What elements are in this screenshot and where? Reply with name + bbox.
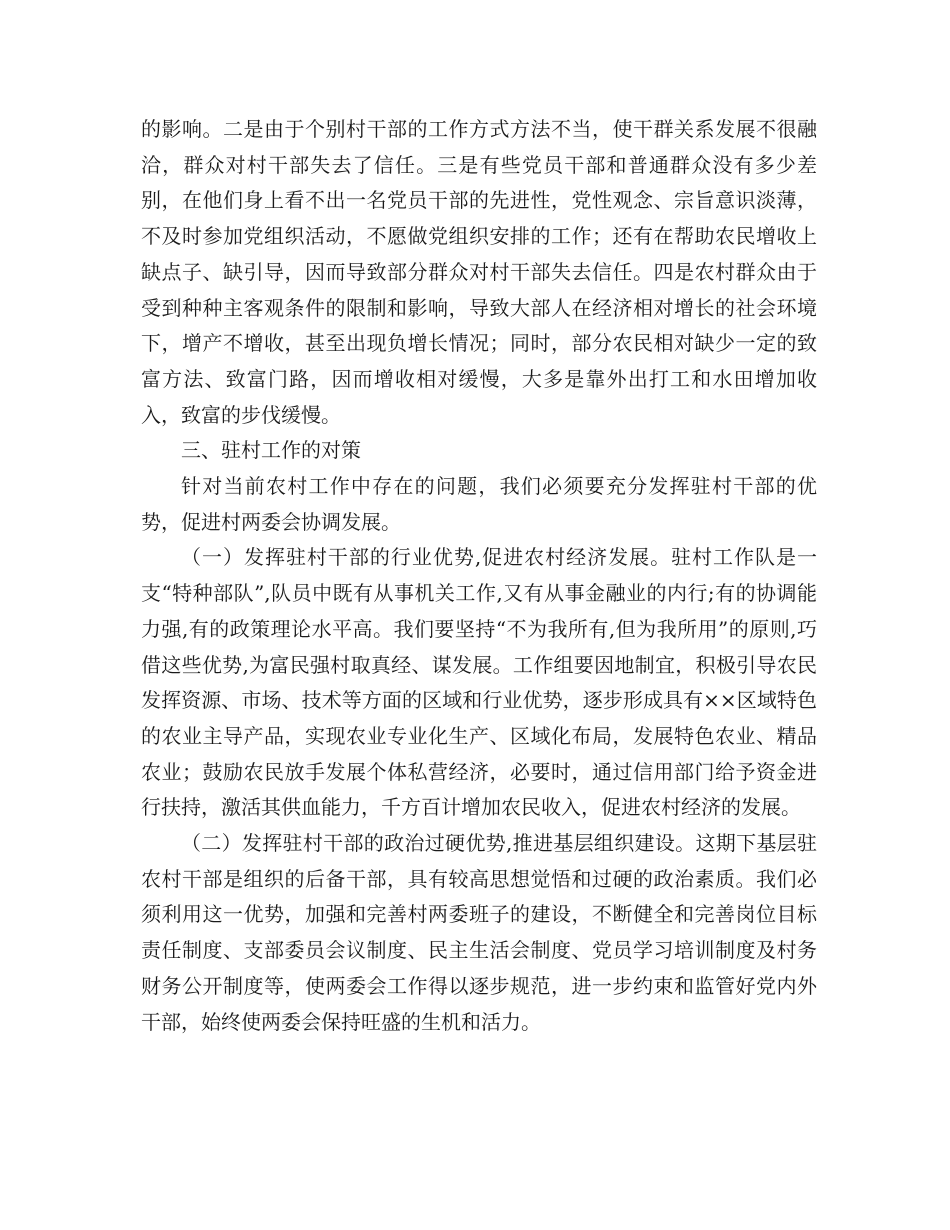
paragraph-point-two: （二）发挥驻村干部的政治过硬优势,推进基层组织建设。这期下基层驻农村干部是组织的后备干部，具有较高思想觉悟和过硬的政治素质。我们必须利用这一优势，加强和完善村两委班子的建设，不断健全和完善岗位目标责任制度、支部委员会议制度、民主生活会制度、党员学习培训制度及村务财务公开制度等，使两委会工作得以逐步规范，进一步约束和监管好党内外干部，始终使两委会保持旺盛的生机和活力。 (141, 831, 817, 1034)
section-heading: 三、驻村工作的对策 (181, 438, 361, 463)
paragraph-point-one: （一）发挥驻村干部的行业优势,促进农村经济发展。驻村工作队是一支“特种部队”,队员中既有从事机关工作,又有从事金融业的内行;有的协调能力强,有的政策理论水平高。我们要坚持“不为我所有,但为我所用”的原则,巧借这些优势,为富民强村取真经、谋发展。工作组要因地制宜，积极引导农民发挥资源、市场、技术等方面的区域和行业优势，逐步形成具有××区域特色的农业主导产品，实现农业专业化生产、区域化布局，发展特色农业、精品农业；鼓励农民放手发展个体私营经济，必要时，通过信用部门给予资金进行扶持，激活其供血能力，千方百计增加农民收入，促进农村经济的发展。 (141, 545, 817, 820)
paragraph-continuation: 的影响。二是由于个别村干部的工作方式方法不当，使干群关系发展不很融洽，群众对村干部失去了信任。三是有些党员干部和普通群众没有多少差别，在他们身上看不出一名党员干部的先进性，党性观念、宗旨意识淡薄，不及时参加党组织活动，不愿做党组织安排的工作；还有在帮助农民增收上缺点子、缺引导，因而导致部分群众对村干部失去信任。四是农村群众由于受到种种主客观条件的限制和影响，导致大部人在经济相对增长的社会环境下，增产不增收，甚至出现负增长情况；同时，部分农民相对缺少一定的致富方法、致富门路，因而增收相对缓慢，大多是靠外出打工和水田增加收入，致富的步伐缓慢。 (141, 117, 817, 427)
document-body (141, 112, 817, 1040)
paragraph-intro: 针对当前农村工作中存在的问题，我们必须要充分发挥驻村干部的优势，促进村两委会协调发展。 (141, 474, 817, 534)
